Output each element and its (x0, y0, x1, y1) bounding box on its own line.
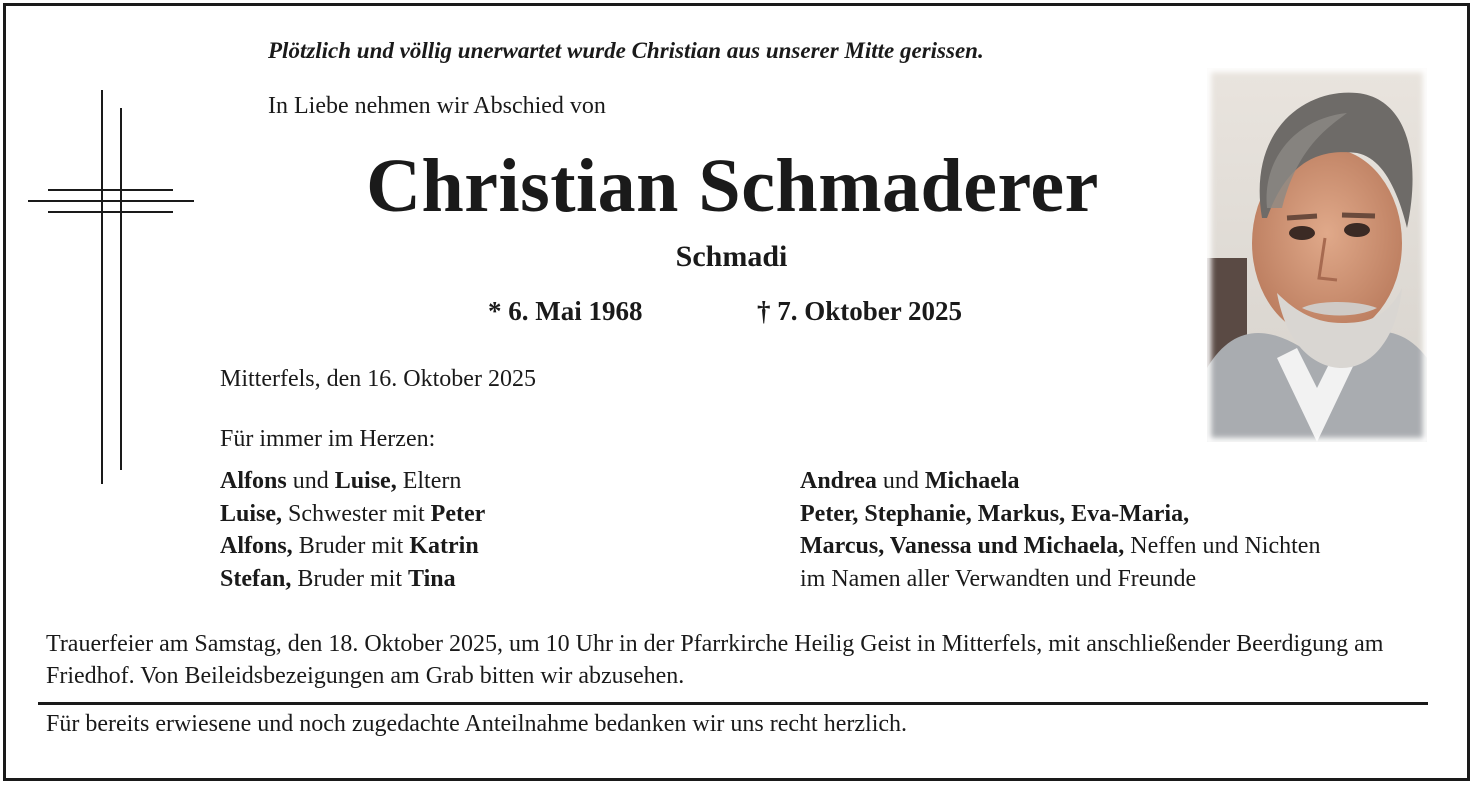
family-name: Peter, Stephanie, Markus, Eva-Maria, (800, 500, 1190, 527)
family-relation: und (876, 468, 925, 494)
family-name: Peter (430, 500, 486, 527)
family-name: Tina (408, 565, 456, 592)
family-name: Luise, (220, 500, 283, 527)
family-name: Alfons, (220, 533, 293, 559)
family-list-right (800, 465, 1320, 595)
family-line (220, 563, 485, 596)
farewell-text: In Liebe nehmen wir Abschied von (268, 93, 606, 119)
family-line (220, 465, 485, 498)
family-line (800, 530, 1320, 563)
family-name: Katrin (409, 533, 479, 559)
birth-date: * 6. Mai 1968 (488, 296, 643, 326)
service-info: Trauerfeier am Samstag, den 18. Oktober 2025, um 10 Uhr in der Pfarrkirche Heilig Geist in Mitterfels, mit anschließender Beerdigung am Friedhof. Von Beileidsbezeigungen am Grab bitten wir abzusehen. (46, 631, 1384, 689)
deceased-name-text: Christian Schmaderer (366, 144, 1099, 228)
family-name: Luise, (334, 468, 397, 494)
family-line (800, 465, 1320, 498)
family-line (800, 498, 1320, 531)
thanks-text: Für bereits erwiesene und noch zugedachte Anteilnahme bedanken wir uns recht herzlich. (46, 711, 908, 737)
family-name: Marcus, Vanessa und Michaela, (800, 533, 1125, 559)
family-relation: Neffen und Nichten (1124, 533, 1321, 559)
family-list-left (220, 465, 485, 595)
family-relation: Bruder mit (292, 533, 410, 559)
family-relation: Schwester mit (282, 500, 431, 527)
family-name: Michaela (924, 468, 1020, 494)
death-date: † 7. Oktober 2025 (757, 296, 963, 326)
family-relation: Eltern (396, 468, 462, 494)
family-name: Alfons (220, 468, 287, 494)
divider (38, 702, 1428, 705)
nickname-text: Schmadi (675, 240, 788, 273)
family-line (800, 563, 1320, 596)
family-line (220, 530, 485, 563)
portrait-photo (1207, 68, 1427, 442)
place-date: Mitterfels, den 16. Oktober 2025 (220, 366, 536, 392)
family-line (220, 498, 485, 531)
forever-heading: Für immer im Herzen: (220, 426, 436, 452)
family-relation: im Namen aller Verwandten und Freunde (800, 565, 1197, 592)
family-name: Stefan, (220, 565, 292, 592)
family-relation: und (286, 468, 335, 494)
intro-text: Plötzlich und völlig unerwartet wurde Christian aus unserer Mitte gerissen. (268, 38, 984, 63)
family-relation: Bruder mit (291, 565, 408, 592)
family-name: Andrea (800, 468, 877, 494)
